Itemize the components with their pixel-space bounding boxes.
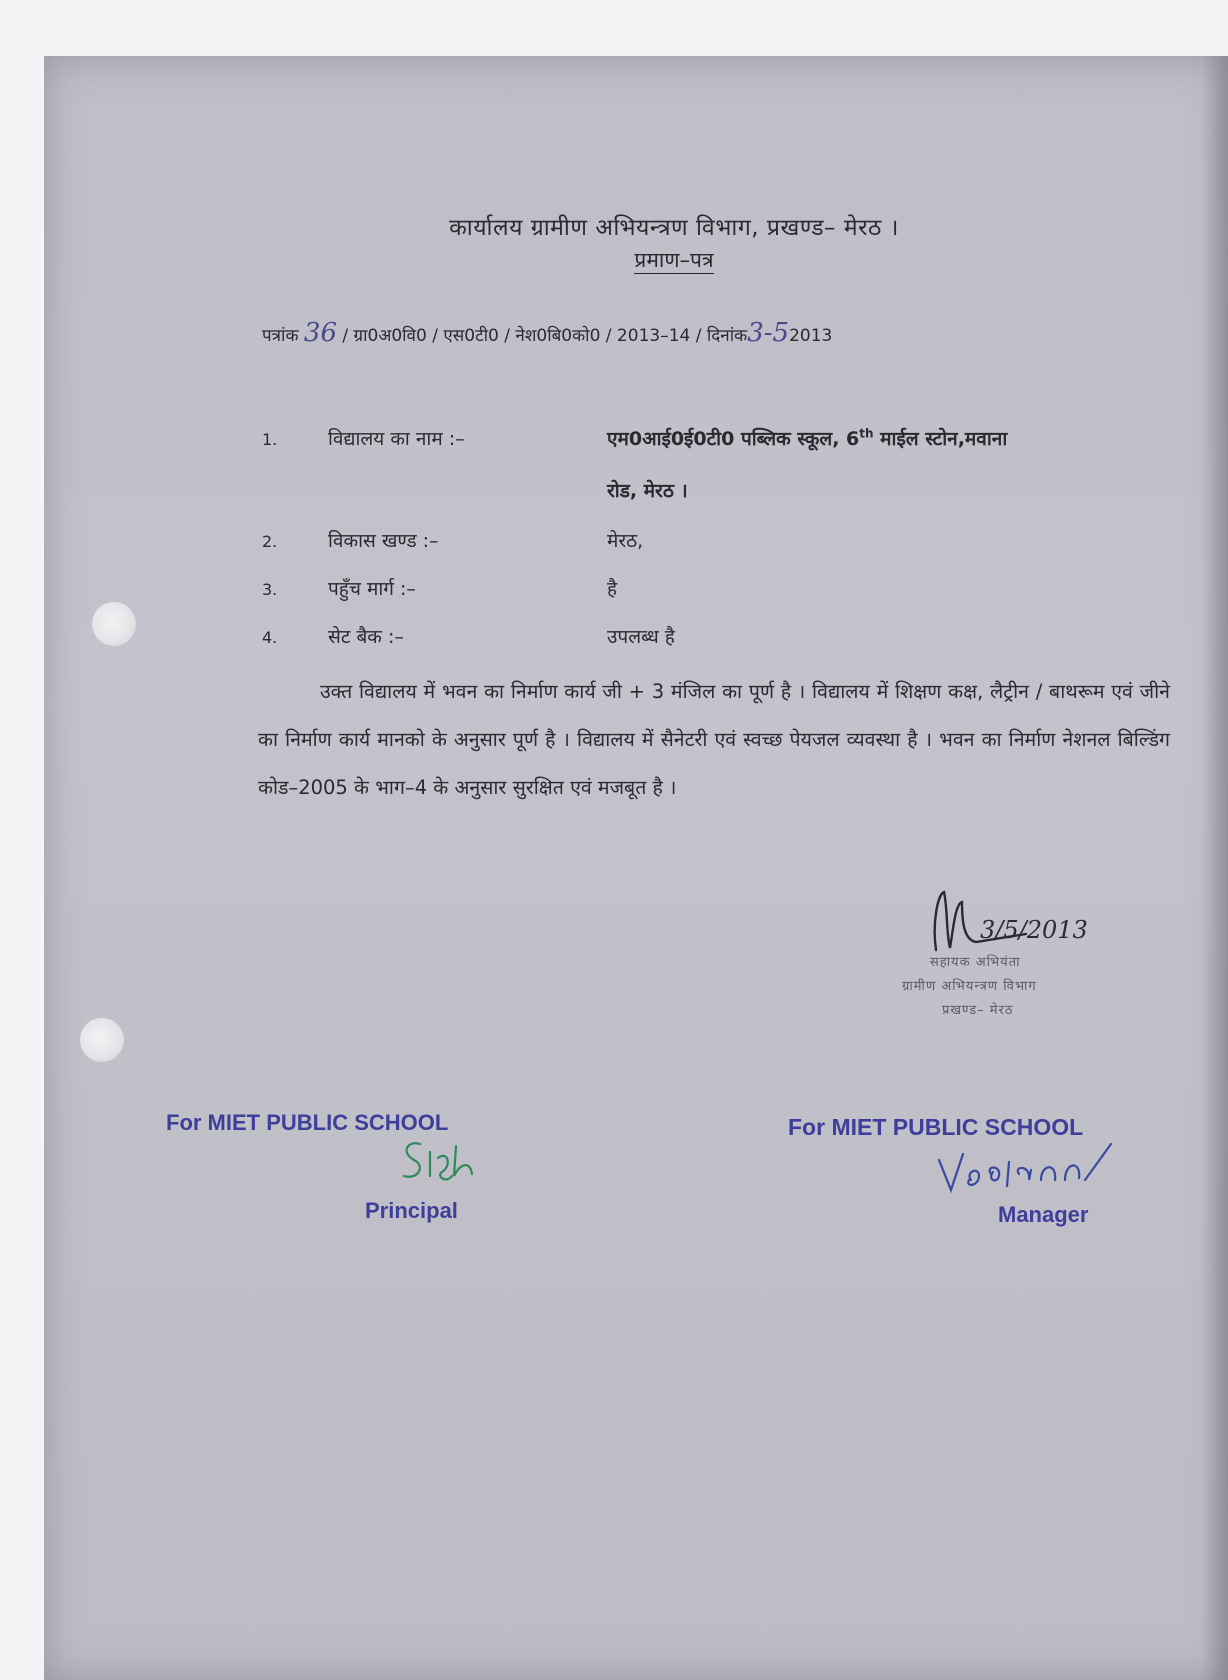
detail-label-access-road: पहुँच मार्ग :– [328,578,416,600]
school-stamp-left-role: Principal [365,1198,458,1223]
detail-value-setback: उपलब्ध है [607,626,675,648]
certificate-title-text: प्रमाण–पत्र [634,248,714,272]
detail-number-1: 1. [262,430,278,449]
certificate-title [0,246,1228,274]
engineer-signature-date: 3/5/2013 [980,916,1088,944]
reference-date-handwritten: 3-5 [747,318,790,348]
reference-prefix: पत्रांक [262,326,299,346]
school-name-superscript: th [859,426,874,441]
reference-line [262,318,832,348]
reference-body: / ग्रा0अ0वि0 / एस0टी0 / नेश0बि0को0 / 2013–14 / दिनांक [342,326,748,346]
document-sheet [44,56,1228,1680]
punch-hole-top [92,602,136,646]
school-stamp-right-role: Manager [998,1202,1089,1227]
office-heading: कार्यालय ग्रामीण अभियन्त्रण विभाग, प्रखण्ड– मेरठ । [449,215,899,241]
detail-value-school-name-line2: रोड, मेरठ । [607,480,688,502]
manager-signature [935,1140,1135,1204]
engineer-signature-block [896,882,1096,1022]
punch-hole-bottom [80,1018,124,1062]
paper-shadow-edge [1202,56,1228,1680]
school-name-part2: माईल स्टोन,मवाना [873,428,1008,450]
detail-number-2: 2. [262,532,278,551]
seal-line-3: प्रखण्ड– मेरठ [942,1003,1014,1018]
principal-signature [390,1136,480,1196]
school-stamp-right-name: For MIET PUBLIC SCHOOL [788,1114,1084,1140]
school-name-part1: एम0आई0ई0टी0 पब्लिक स्कूल, 6 [607,428,860,450]
detail-number-4: 4. [262,628,278,647]
detail-value-school-name [607,425,1007,451]
seal-line-1: सहायक अभियंता [930,955,1021,970]
school-stamp-left-name: For MIET PUBLIC SCHOOL [166,1110,449,1135]
detail-label-setback: सेट बैक :– [328,626,404,648]
detail-value-development-block: मेरठ, [607,530,644,552]
seal-line-2: ग्रामीण अभियन्त्रण विभाग [902,979,1037,994]
detail-number-3: 3. [262,580,278,599]
reference-year: 2013 [789,326,833,346]
detail-label-development-block: विकास खण्ड :– [328,530,439,552]
detail-label-school-name: विद्यालय का नाम :– [328,428,465,450]
reference-number-handwritten: 36 [303,318,337,348]
certificate-paragraph: उक्त विद्यालय में भवन का निर्माण कार्य जी + 3 मंजिल का पूर्ण है । विद्यालय में शिक्षण कक्ष, लैट्रीन / बाथरूम एवं जीने का निर्माण कार्य मानको के अनुसार पूर्ण है । विद्यालय में सैनेटरी एवं स्वच्छ पेयजल व्यवस्था है । भवन का निर्माण नेशनल बिल्डिंग कोड–2005 के भाग–4 के अनुसार सुरक्षित एवं मजबूत है । [258,680,1170,799]
detail-value-access-road: है [607,578,618,600]
